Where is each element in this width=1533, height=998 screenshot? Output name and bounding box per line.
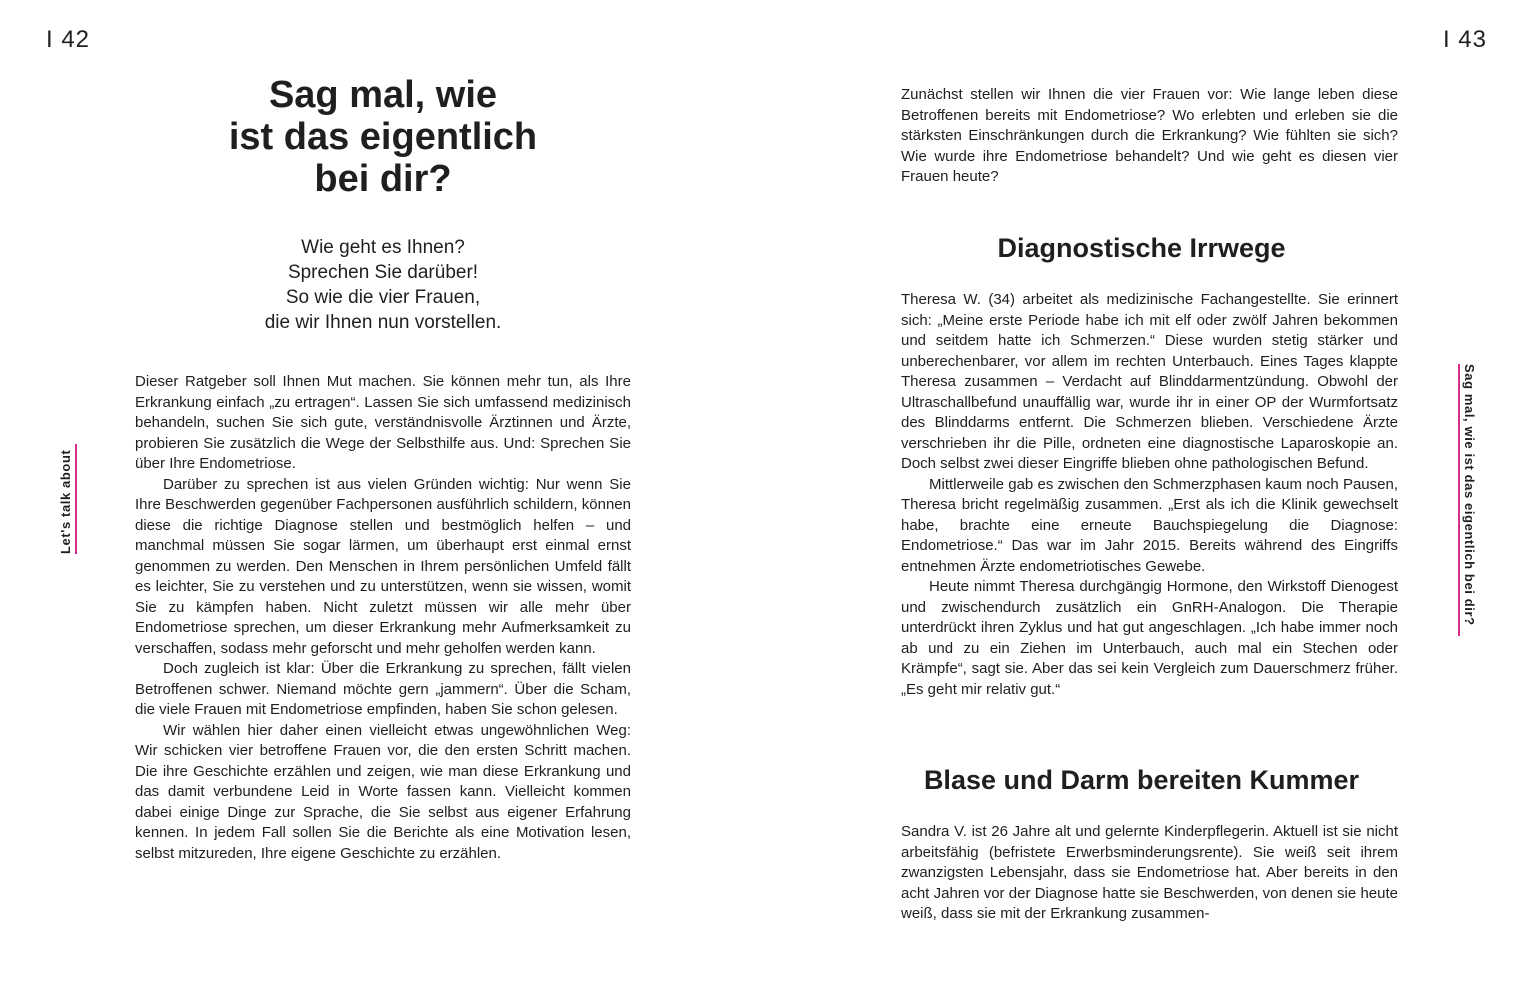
side-tab-right-label: Sag mal, wie ist das eigentlich bei dir? bbox=[1462, 364, 1477, 626]
section1-body bbox=[901, 290, 1398, 700]
subtitle-line: Sprechen Sie darüber! bbox=[287, 262, 479, 283]
paragraph: Doch zugleich ist klar: Über die Erkrankung zu sprechen, fällt vielen Betroffenen schwer. Niemand möchte gern „jammern“. Über die Scham, die viele Frauen mit Endometriose empfinden, haben Sie schon gelesen. bbox=[135, 660, 631, 718]
paragraph: Sandra V. ist 26 Jahre alt und gelernte Kinderpflegerin. Aktuell ist sie nicht arbeitsfähig (befristete Erwerbsminderungsrente). Sie weiß seit ihrem zwanzigsten Lebensjahr, dass sie Endometriose hat. Aber bereits in den acht Jahren vor der Diagnose hatte sie Beschwerden, von denen sie heute weiß, dass sie mit der Erkrankung zusammen- bbox=[901, 823, 1398, 922]
subtitle-line: die wir Ihnen nun vorstellen. bbox=[264, 312, 502, 333]
section-heading-blase-und-darm: Blase und Darm bereiten Kummer bbox=[923, 765, 1360, 795]
subtitle-line: Wie geht es Ihnen? bbox=[301, 237, 465, 258]
side-tab-left bbox=[58, 444, 77, 554]
chapter-subtitle bbox=[160, 235, 606, 335]
page-number-right: I 43 bbox=[1442, 26, 1487, 53]
paragraph: Zunächst stellen wir Ihnen die vier Frauen vor: Wie lange leben diese Betroffenen bereits mit Endometriose? Wo erlebten und erleben sie die stärksten Einschränkungen durch die Erkrankung? Wie fühlten sie sich? Wie wurde ihre Endometriose behandelt? Und wie geht es diesen vier Frauen heute? bbox=[901, 86, 1398, 185]
subtitle-line: So wie die vier Frauen, bbox=[285, 287, 481, 308]
paragraph: Dieser Ratgeber soll Ihnen Mut machen. Sie können mehr tun, als Ihre Erkrankung einfach „zu ertragen“. Lassen Sie sich umfassend medizinisch behandeln, suchen Sie sich gute, verständnisvolle Ärztinnen und Ärzte, probieren Sie zusätzlich die Wege der Selbsthilfe aus. Und: Sprechen Sie über Ihre Endometriose. bbox=[135, 373, 631, 472]
left-body-text bbox=[135, 372, 631, 864]
chapter-title-line: ist das eigentlich bbox=[228, 116, 538, 158]
page-number-left: I 42 bbox=[46, 26, 91, 53]
paragraph: Theresa W. (34) arbeitet als medizinische Fachangestellte. Sie erinnert sich: „Meine erste Periode habe ich mit elf oder zwölf Jahren bekommen und seitdem hatte ich Schmerzen.“ Diese wurden stetig stärker und unberechenbarer, vor allem im rechten Unterbauch. Eines Tages klappte Theresa zusammen – Verdacht auf Blinddarmentzündung. Obwohl der Ultraschallbefund unauffällig war, wurde ihr in einer OP der Wurmfortsatz des Blinddarms entfernt. Die Schmerzen blieben. Verschiedene Ärzte verschrieben ihr die Pille, ordneten eine diagnostische Laparoskopie an. Doch selbst zwei dieser Eingriffe blieben ohne pathologischen Befund. bbox=[901, 291, 1398, 472]
section2-body bbox=[901, 822, 1398, 925]
paragraph: Darüber zu sprechen ist aus vielen Gründen wichtig: Nur wenn Sie Ihre Beschwerden gegenüber Fachpersonen ausführlich schildern, können diese die richtige Diagnose stellen und bestmöglich helfen – und manchmal müssen Sie sogar lärmen, um überhaupt erst einmal ernst genommen zu werden. Den Menschen in Ihrem persönlichen Umfeld fällt es leichter, Sie zu verstehen und zu unterstützen, wenn sie wissen, womit Sie zu kämpfen haben. Nicht zuletzt müssen wir alle mehr über Endometriose sprechen, um dieser Erkrankung mehr Aufmerksamkeit zu verschaffen, sodass mehr geforscht und mehr geholfen werden kann. bbox=[135, 475, 631, 657]
chapter-title bbox=[160, 74, 606, 200]
right-intro-text bbox=[901, 85, 1398, 188]
chapter-title-line: bei dir? bbox=[314, 158, 452, 200]
paragraph: Mittlerweile gab es zwischen den Schmerzphasen kaum noch Pausen, Theresa bricht regelmäßig zusammen. „Erst als ich die Klinik gewechselt habe, brachte eine erneute Bauchspiegelung die Diagnose: Endometriose.“ Das war im Jahr 2015. Bereits während des Eingriffs entnehmen Ärzte endometriotisches Gewebe. bbox=[901, 475, 1398, 575]
paragraph: Wir wählen hier daher einen vielleicht etwas ungewöhnlichen Weg: Wir schicken vier betroffene Frauen vor, die den ersten Schritt machen. Die ihre Geschichte erzählen und zeigen, wie man diese Erkrankung und das damit verbundene Leid in Worte fassen kann. Vielleicht kommen dabei einige Dinge zur Sprache, die Sie selbst aus eigener Erfahrung kennen. In jedem Fall sollen Sie die Berichte als eine Motivation lesen, selbst mitzureden, Ihre eigene Geschichte zu erzählen. bbox=[135, 721, 631, 862]
section-heading-diagnostische-irrwege: Diagnostische Irrwege bbox=[997, 233, 1286, 263]
paragraph: Heute nimmt Theresa durchgängig Hormone, den Wirkstoff Dienogest und zwischendurch zusätzlich ein GnRH-Analogon. Die Therapie unterdrückt ihren Zyklus und hat gut angeschlagen. „Ich habe immer noch ab und zu ein Ziehen im Unterbauch, auch mal ein Stechen oder Krämpfe“, sagt sie. Aber das sei kein Vergleich zum Dauerschmerz früher. „Es geht mir relativ gut.“ bbox=[901, 578, 1398, 698]
chapter-title-line: Sag mal, wie bbox=[268, 74, 498, 116]
side-tab-left-label: Let's talk about bbox=[58, 449, 73, 554]
side-tab-right bbox=[1458, 364, 1477, 636]
